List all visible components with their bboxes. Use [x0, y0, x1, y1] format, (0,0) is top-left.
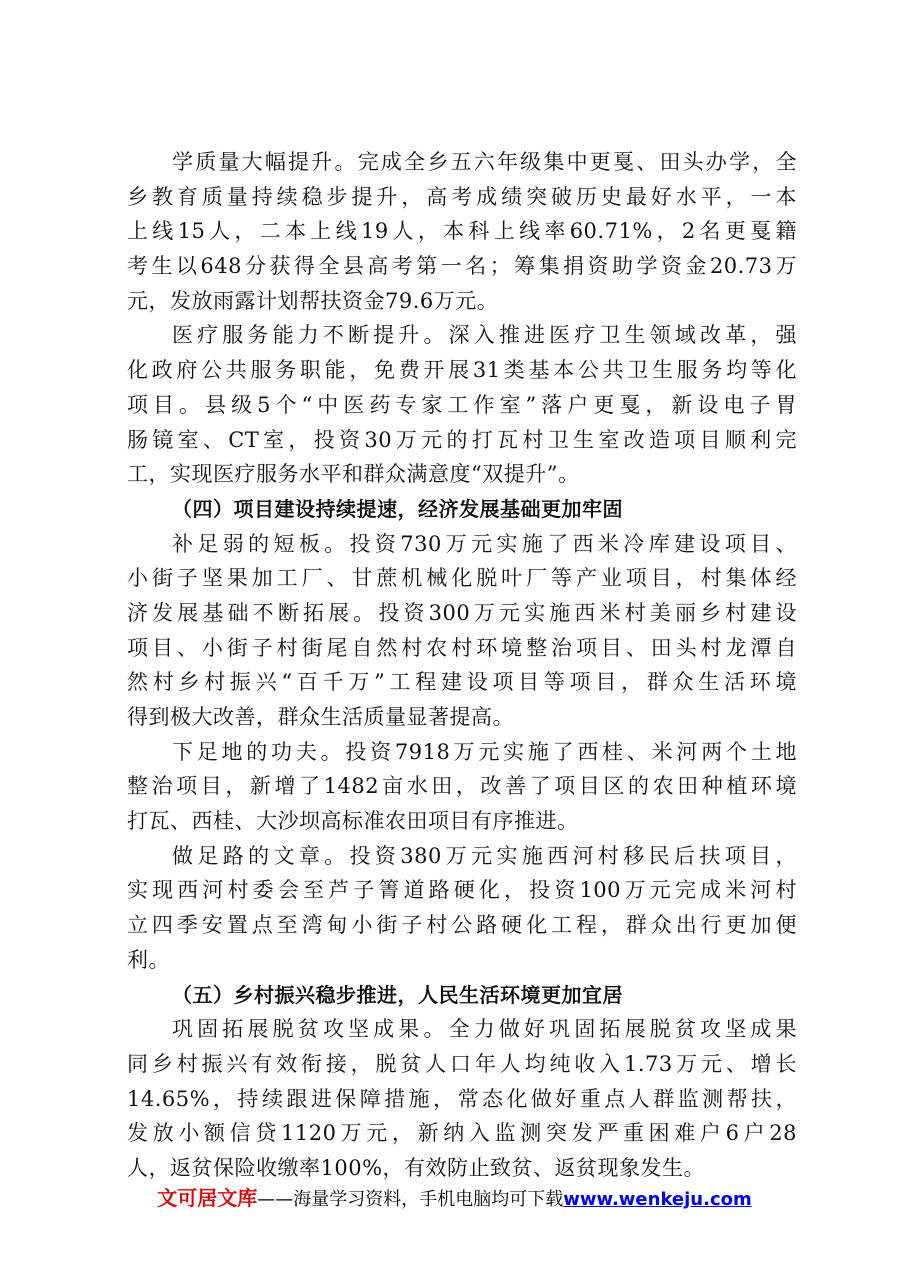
section-heading: （五）乡村振兴稳步推进，人民生活环境更加宜居: [172, 982, 623, 1007]
paragraph-line: 工，实现医疗服务水平和群众满意度“双提升”。: [127, 462, 580, 487]
paragraph-line: 乡教育质量持续稳步提升，高考成绩突破历史最好水平，一本: [127, 184, 797, 209]
paragraph-line: 巩固拓展脱贫攻坚成果。全力做好巩固拓展脱贫攻坚成果: [172, 1017, 797, 1042]
paragraph-line: 利。: [127, 947, 170, 972]
paragraph-line: 14.65%，持续跟进保障措施，常态化做好重点人群监测帮扶，: [127, 1086, 797, 1111]
paragraph-line: 然村乡村振兴“百千万”工程建设项目等项目，群众生活环境: [127, 670, 797, 695]
paragraph-line: 学质量大幅提升。完成全乡五六年级集中更戛、田头办学，全: [172, 150, 797, 174]
paragraph-line: 下足地的功夫。投资7918万元实施了西桂、米河两个土地: [172, 739, 797, 764]
paragraph-line: 人，返贫保险收缴率100%，有效防止致贫、返贫现象发生。: [127, 1155, 706, 1180]
paragraph-line: 发放小额信贷1120万元，新纳入监测突发严重困难户6户28: [127, 1121, 797, 1146]
footer-slogan: ——海量学习资料，手机电脑均可下载: [257, 1189, 564, 1210]
paragraph-line: 立四季安置点至湾甸小街子村公路硬化工程，群众出行更加便: [127, 913, 797, 938]
document-body: [127, 145, 797, 1186]
footer-brand: 文可居文库: [157, 1186, 258, 1210]
paragraph-line: 做足路的文章。投资380万元实施西河村移民后扶项目，: [172, 843, 797, 868]
paragraph-line: 医疗服务能力不断提升。深入推进医疗卫生领域改革，强: [172, 323, 797, 348]
footer-link[interactable]: www.wenkeju.com: [563, 1189, 752, 1210]
paragraph-line: 项目。县级5个“中医药专家工作室”落户更戛，新设电子胃: [127, 392, 797, 417]
paragraph-line: 元，发放雨露计划帮扶资金79.6万元。: [127, 288, 499, 313]
paragraph-line: 考生以648分获得全县高考第一名；筹集捐资助学资金20.73万: [127, 254, 797, 279]
paragraph-line: 肠镜室、CT室，投资30万元的打瓦村卫生室改造项目顺利完: [127, 427, 797, 452]
footer-banner: [0, 1182, 909, 1211]
paragraph-line: 补足弱的短板。投资730万元实施了西米冷库建设项目、: [172, 531, 797, 556]
paragraph-line: 济发展基础不断拓展。投资300万元实施西米村美丽乡村建设: [127, 600, 797, 625]
paragraph-line: 实现西河村委会至芦子箐道路硬化，投资100万元完成米河村: [127, 878, 797, 903]
paragraph-line: 项目、小街子村街尾自然村农村环境整治项目、田头村龙潭自: [127, 635, 797, 660]
paragraph-line: 化政府公共服务职能，免费开展31类基本公共卫生服务均等化: [127, 358, 797, 383]
paragraph-line: 小街子坚果加工厂、甘蔗机械化脱叶厂等产业项目，村集体经: [127, 566, 797, 591]
paragraph-line: 打瓦、西桂、大沙坝高标准农田项目有序推进。: [127, 809, 579, 834]
paragraph-line: 同乡村振兴有效衔接，脱贫人口年人均纯收入1.73万元、增长: [127, 1051, 797, 1076]
section-heading: （四）项目建设持续提速，经济发展基础更加牢固: [172, 496, 623, 521]
paragraph-line: 整治项目，新增了1482亩水田，改善了项目区的农田种植环境: [127, 774, 797, 799]
paragraph-line: 上线15人，二本上线19人，本科上线率60.71%，2名更戛籍: [127, 219, 797, 244]
paragraph-line: 得到极大改善，群众生活质量显著提高。: [127, 705, 514, 729]
